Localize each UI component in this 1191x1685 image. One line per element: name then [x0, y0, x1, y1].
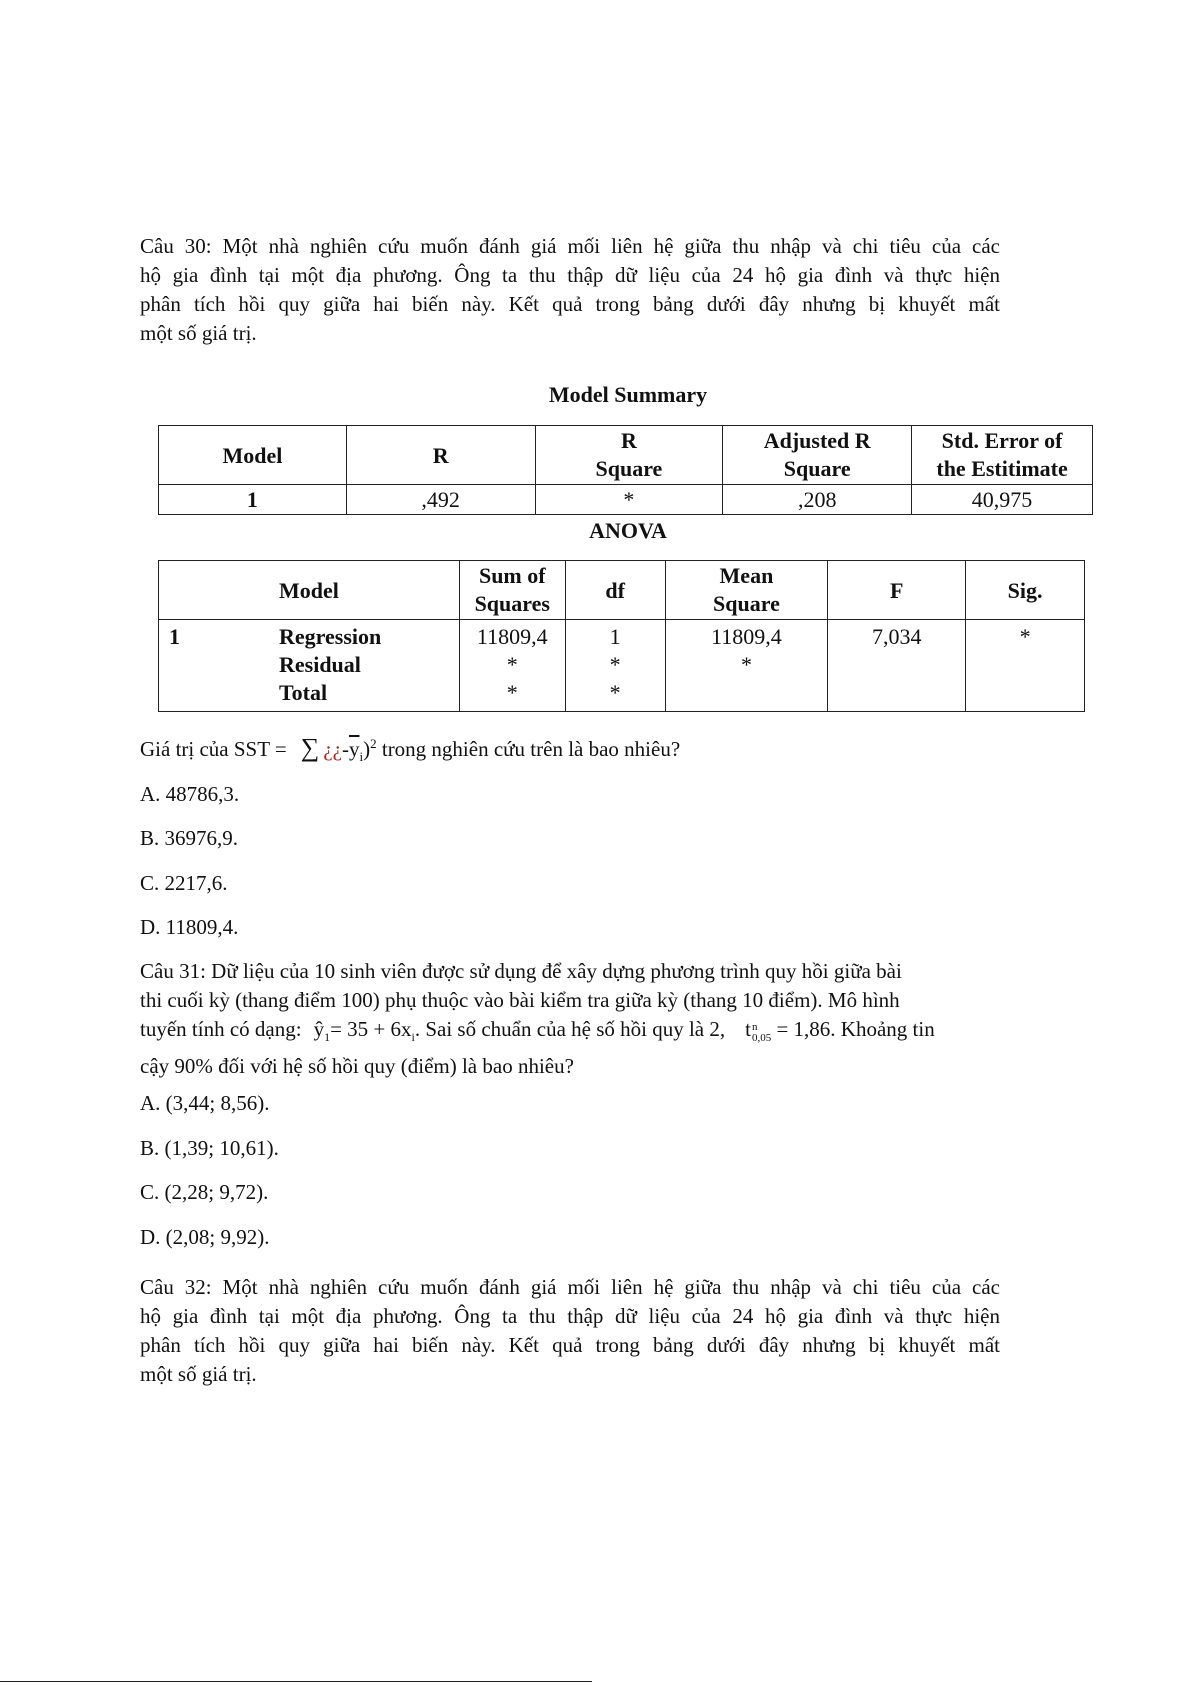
cell-df: [565, 620, 665, 712]
sig-value: *: [1019, 624, 1031, 649]
table-header-row: [159, 561, 1085, 620]
df-regression: 1: [609, 624, 621, 649]
header-std-error: [912, 426, 1093, 485]
table-row: [159, 485, 1093, 515]
header-adjusted-line2: Square: [783, 456, 851, 481]
row-label-total: Total: [279, 680, 328, 705]
f-value: 7,034: [871, 624, 922, 649]
df-total: *: [609, 680, 621, 705]
header-r-square-line2: Square: [595, 456, 663, 481]
sst-suffix: trong nghiên cứu trên là bao nhiêu?: [381, 737, 681, 761]
t-subscript: 0,05: [751, 1032, 772, 1045]
question-31-line-formula: [140, 1015, 1060, 1052]
answer-option-a: A. (3,44; 8,56).: [140, 1091, 270, 1115]
sst-question: [140, 730, 680, 771]
std-error-text: . Sai số chuẩn của hệ số hồi quy là 2,: [414, 1017, 726, 1041]
table-header-row: [159, 426, 1093, 485]
formula-lead-text: tuyến tính có dạng:: [140, 1017, 302, 1041]
header-df: df: [565, 561, 665, 620]
question-32-line: hộ gia đình tại một địa phương. Ông ta thu thập dữ liệu của 24 hộ gia đình và thực hiện: [140, 1304, 1000, 1328]
header-std-line2: the Estitimate: [936, 456, 1068, 481]
question-31-text: [140, 957, 1060, 1081]
header-ms-line1: Mean: [719, 563, 774, 588]
question-32-line: Câu 32: Một nhà nghiên cứu muốn đánh giá mối liên hệ giữa thu nhập và chi tiêu của các: [140, 1275, 1000, 1299]
cell-model-labels: [159, 620, 460, 712]
ms-residual: *: [740, 652, 752, 677]
answer-option-b: B. (1,39; 10,61).: [140, 1136, 279, 1160]
y-hat: ŷ: [313, 1017, 325, 1041]
model-summary-table: [158, 425, 1093, 515]
answer-option-d: D. (2,08; 9,92).: [140, 1225, 270, 1249]
answer-option-b: B. 36976,9.: [140, 826, 239, 850]
t-statistic-symbol: [745, 1015, 771, 1044]
cell-model: 1: [159, 485, 347, 515]
header-adjusted-r-square: [723, 426, 912, 485]
garbled-symbol: ¿¿: [323, 737, 342, 761]
answer-option-d: D. 11809,4.: [140, 915, 239, 939]
answer-option-c: C. (2,28; 9,72).: [140, 1180, 269, 1204]
footer-divider: [0, 1681, 592, 1682]
answer-option-a: A. 48786,3.: [140, 782, 240, 806]
x-subscript: i: [411, 1030, 415, 1045]
answer-option-c: C. 2217,6.: [140, 871, 228, 895]
ms-regression: 11809,4: [711, 624, 782, 649]
header-sum-of-squares: [459, 561, 565, 620]
y-bar-symbol: $\overline{y}$: [348, 737, 360, 761]
sst-prefix: Giá trị của SST =: [140, 737, 287, 761]
header-model: Model: [159, 426, 347, 485]
ss-residual: *: [506, 652, 518, 677]
question-32-line: phân tích hồi quy giữa hai biến này. Kết quả trong bảng dưới đây nhưng bị khuyết mất: [140, 1333, 1000, 1357]
close-paren: ): [363, 737, 371, 761]
question-31-line: cậy 90% đối với hệ số hồi quy (điểm) là bao nhiêu?: [140, 1054, 574, 1079]
header-ss-line2: Squares: [474, 591, 550, 616]
row-label-residual: Residual: [279, 652, 361, 677]
question-31-line: thi cuối kỳ (thang điểm 100) phụ thuộc vào bài kiểm tra giữa kỳ (thang 10 điểm). Mô hình: [140, 988, 900, 1012]
t-superscript: n: [751, 1021, 758, 1034]
header-model: Model: [159, 561, 460, 620]
sigma-symbol: ∑: [300, 733, 320, 762]
model-summary-title: Model Summary: [548, 382, 708, 407]
minus-sign: -: [341, 737, 349, 761]
header-r-square-line1: R: [620, 428, 637, 453]
row-label-regression: Regression: [279, 624, 382, 649]
question-30-line: Câu 30: Một nhà nghiên cứu muốn đánh giá mối liên hệ giữa thu nhập và chi tiêu của các: [140, 234, 1000, 258]
y-hat-symbol: [314, 1015, 331, 1052]
question-30-line: phân tích hồi quy giữa hai biến này. Kết quả trong bảng dưới đây nhưng bị khuyết mất: [140, 292, 1000, 316]
cell-f: [828, 620, 966, 712]
header-f: F: [828, 561, 966, 620]
header-r-square: [535, 426, 723, 485]
header-std-line1: Std. Error of: [941, 428, 1063, 453]
cell-std-error: 40,975: [912, 485, 1093, 515]
header-mean-square: [665, 561, 828, 620]
cell-model-number: 1: [169, 624, 180, 649]
ss-regression: 11809,4: [476, 624, 548, 649]
cell-r-square: *: [535, 485, 723, 515]
table-row: [159, 620, 1085, 712]
df-residual: *: [609, 652, 621, 677]
superscript-2: 2: [370, 736, 377, 751]
header-ms-line2: Square: [713, 591, 780, 616]
header-r: R: [346, 426, 535, 485]
header-ss-line1: Sum of: [478, 563, 546, 588]
cell-adjusted-r-square: ,208: [723, 485, 912, 515]
y-hat-subscript: 1: [324, 1030, 331, 1045]
equation-text: = 35 + 6x: [330, 1017, 412, 1041]
cell-sum-of-squares: [459, 620, 565, 712]
question-30-line: một số giá trị.: [140, 321, 257, 345]
t-value-text: = 1,86. Khoảng tin: [776, 1017, 935, 1041]
subscript-i: i: [359, 749, 364, 765]
ss-total: *: [506, 680, 518, 705]
t-letter: t: [745, 1017, 751, 1041]
question-30-text: [140, 232, 1000, 348]
question-32-line: một số giá trị.: [140, 1362, 257, 1386]
question-31-line: Câu 31: Dữ liệu của 10 sinh viên được sử dụng để xây dựng phương trình quy hồi giữa bài: [140, 959, 902, 983]
cell-sig: [966, 620, 1085, 712]
question-32-text: [140, 1273, 1000, 1389]
question-30-line: hộ gia đình tại một địa phương. Ông ta thu thập dữ liệu của 24 hộ gia đình và thực hiện: [140, 263, 1000, 287]
header-adjusted-line1: Adjusted R: [763, 428, 871, 453]
anova-title: ANOVA: [589, 518, 667, 543]
cell-mean-square: [665, 620, 828, 712]
header-sig: Sig.: [966, 561, 1085, 620]
anova-table: [158, 560, 1085, 712]
cell-r: ,492: [346, 485, 535, 515]
